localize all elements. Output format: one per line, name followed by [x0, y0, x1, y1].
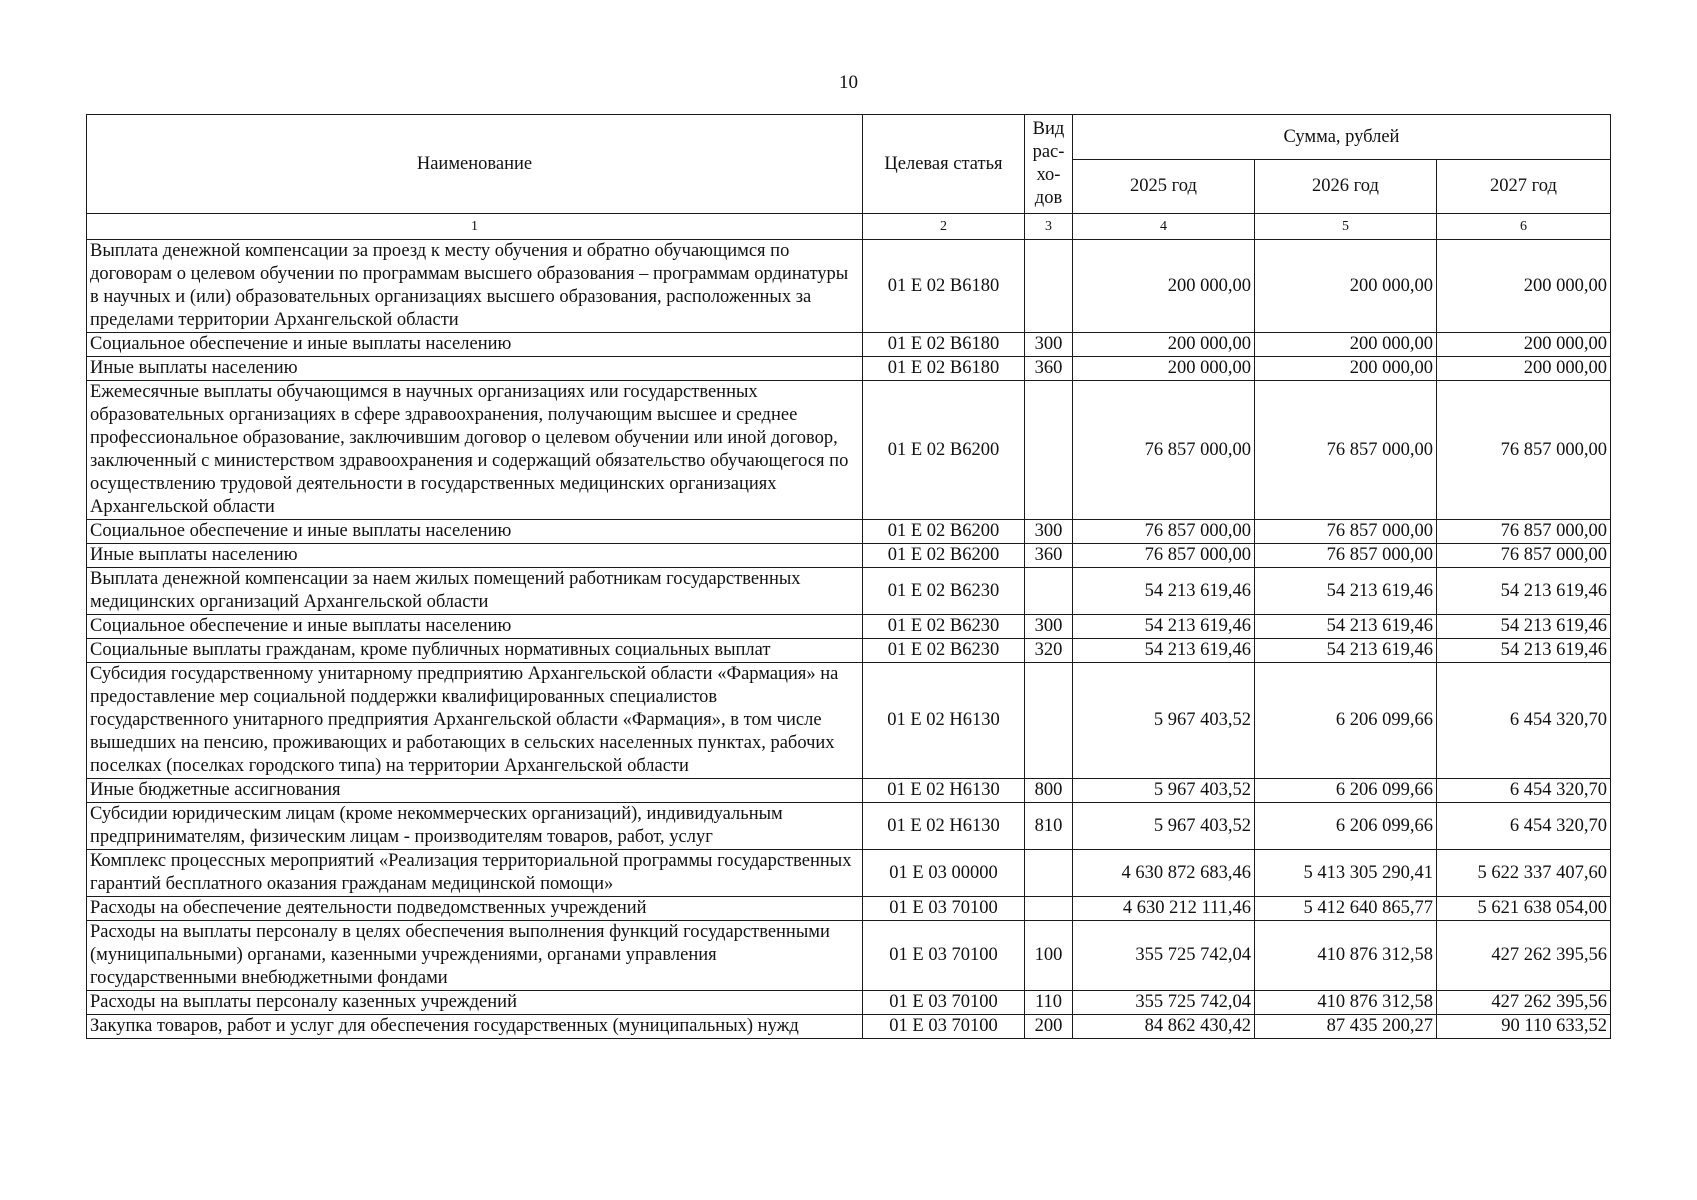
row-amount-2025: 54 213 619,46 [1073, 639, 1255, 663]
table-row [87, 991, 1611, 1015]
row-target-code: 01 Е 03 70100 [863, 991, 1025, 1015]
row-amount-2027: 5 621 638 054,00 [1437, 897, 1611, 921]
row-expense-kind: 810 [1025, 803, 1073, 850]
table-row [87, 803, 1611, 850]
header-sum: Сумма, рублей [1073, 115, 1611, 160]
table-body [87, 214, 1611, 1039]
row-amount-2025: 200 000,00 [1073, 240, 1255, 333]
column-number: 5 [1255, 214, 1437, 240]
row-amount-2027: 200 000,00 [1437, 357, 1611, 381]
table-row [87, 779, 1611, 803]
row-amount-2025: 4 630 212 111,46 [1073, 897, 1255, 921]
row-amount-2025: 5 967 403,52 [1073, 803, 1255, 850]
row-amount-2027: 427 262 395,56 [1437, 921, 1611, 991]
table-row [87, 520, 1611, 544]
row-name: Закупка товаров, работ и услуг для обеспечения государственных (муниципальных) нужд [87, 1015, 863, 1039]
row-name: Социальное обеспечение и иные выплаты населению [87, 333, 863, 357]
row-amount-2027: 90 110 633,52 [1437, 1015, 1611, 1039]
table-row [87, 240, 1611, 333]
row-expense-kind [1025, 850, 1073, 897]
row-name: Субсидии юридическим лицам (кроме некоммерческих организаций), индивидуальным предпринимателям, физическим лицам - производителям товаров, работ, услуг [87, 803, 863, 850]
row-amount-2027: 6 454 320,70 [1437, 779, 1611, 803]
table-row [87, 1015, 1611, 1039]
row-name: Расходы на обеспечение деятельности подведомственных учреждений [87, 897, 863, 921]
row-name: Расходы на выплаты персоналу в целях обеспечения выполнения функций государственными (муниципальными) органами, казенными учреждениями, органами управления государственными внебюджетными фондами [87, 921, 863, 991]
table-row [87, 357, 1611, 381]
row-amount-2025: 5 967 403,52 [1073, 663, 1255, 779]
table-row [87, 568, 1611, 615]
column-number: 1 [87, 214, 863, 240]
row-expense-kind: 300 [1025, 615, 1073, 639]
header-kind: Вид рас-хо-дов [1025, 115, 1073, 214]
table-header [87, 115, 1611, 214]
row-amount-2026: 54 213 619,46 [1255, 615, 1437, 639]
row-expense-kind [1025, 240, 1073, 333]
row-amount-2026: 76 857 000,00 [1255, 381, 1437, 520]
row-target-code: 01 Е 02 В6230 [863, 615, 1025, 639]
row-amount-2025: 355 725 742,04 [1073, 921, 1255, 991]
row-amount-2027: 427 262 395,56 [1437, 991, 1611, 1015]
row-target-code: 01 Е 02 Н6130 [863, 803, 1025, 850]
row-target-code: 01 Е 03 70100 [863, 921, 1025, 991]
row-amount-2025: 84 862 430,42 [1073, 1015, 1255, 1039]
row-target-code: 01 Е 03 00000 [863, 850, 1025, 897]
row-expense-kind: 300 [1025, 333, 1073, 357]
row-expense-kind [1025, 568, 1073, 615]
row-amount-2026: 410 876 312,58 [1255, 991, 1437, 1015]
row-amount-2026: 200 000,00 [1255, 333, 1437, 357]
row-name: Иные выплаты населению [87, 544, 863, 568]
row-name: Ежемесячные выплаты обучающимся в научных организациях или государственных образовательных организациях в сфере здравоохранения, получающим высшее и среднее профессиональное образование, заключившим договор о целевом обучении или иной договор, заключенный с министерством здравоохранения и содержащий обязательство обучающегося по осуществлению трудовой деятельности в государственных медицинских организациях Архангельской области [87, 381, 863, 520]
row-amount-2027: 54 213 619,46 [1437, 639, 1611, 663]
header-target: Целевая статья [863, 115, 1025, 214]
page-number: 10 [839, 72, 858, 93]
table-row [87, 333, 1611, 357]
row-amount-2025: 200 000,00 [1073, 357, 1255, 381]
row-amount-2026: 6 206 099,66 [1255, 663, 1437, 779]
row-target-code: 01 Е 03 70100 [863, 1015, 1025, 1039]
row-target-code: 01 Е 02 В6180 [863, 333, 1025, 357]
row-expense-kind: 320 [1025, 639, 1073, 663]
row-name: Выплата денежной компенсации за проезд к месту обучения и обратно обучающимся по договорам о целевом обучении по программам высшего образования – программам ординатуры в научных и (или) образовательных организациях высшего образования, расположенных за пределами территории Архангельской области [87, 240, 863, 333]
row-expense-kind: 110 [1025, 991, 1073, 1015]
column-number: 3 [1025, 214, 1073, 240]
row-expense-kind: 800 [1025, 779, 1073, 803]
column-number: 6 [1437, 214, 1611, 240]
row-name: Расходы на выплаты персоналу казенных учреждений [87, 991, 863, 1015]
row-name: Социальное обеспечение и иные выплаты населению [87, 520, 863, 544]
table-row [87, 381, 1611, 520]
row-target-code: 01 Е 03 70100 [863, 897, 1025, 921]
table-row [87, 897, 1611, 921]
row-amount-2027: 6 454 320,70 [1437, 663, 1611, 779]
row-amount-2026: 54 213 619,46 [1255, 568, 1437, 615]
row-amount-2025: 76 857 000,00 [1073, 544, 1255, 568]
row-name: Социальные выплаты гражданам, кроме публичных нормативных социальных выплат [87, 639, 863, 663]
table-row [87, 544, 1611, 568]
row-amount-2025: 54 213 619,46 [1073, 615, 1255, 639]
row-amount-2027: 54 213 619,46 [1437, 615, 1611, 639]
row-amount-2026: 87 435 200,27 [1255, 1015, 1437, 1039]
header-year-2025: 2025 год [1073, 160, 1255, 214]
row-expense-kind: 300 [1025, 520, 1073, 544]
column-number: 4 [1073, 214, 1255, 240]
row-amount-2025: 54 213 619,46 [1073, 568, 1255, 615]
row-amount-2026: 410 876 312,58 [1255, 921, 1437, 991]
row-name: Субсидия государственному унитарному предприятию Архангельской области «Фармация» на предоставление мер социальной поддержки квалифицированных специалистов государственного унитарного предприятия Архангельской области «Фармация», в том числе вышедших на пенсию, проживающих и работающих в сельских населенных пунктах, рабочих поселках (поселках городского типа) на территории Архангельской области [87, 663, 863, 779]
row-expense-kind [1025, 381, 1073, 520]
row-expense-kind: 200 [1025, 1015, 1073, 1039]
row-amount-2025: 76 857 000,00 [1073, 381, 1255, 520]
row-amount-2027: 76 857 000,00 [1437, 544, 1611, 568]
row-amount-2027: 200 000,00 [1437, 333, 1611, 357]
header-name: Наименование [87, 115, 863, 214]
row-target-code: 01 Е 02 В6230 [863, 639, 1025, 663]
row-amount-2026: 54 213 619,46 [1255, 639, 1437, 663]
table-row [87, 921, 1611, 991]
row-amount-2026: 200 000,00 [1255, 357, 1437, 381]
row-target-code: 01 Е 02 В6200 [863, 520, 1025, 544]
row-amount-2025: 76 857 000,00 [1073, 520, 1255, 544]
row-amount-2026: 6 206 099,66 [1255, 803, 1437, 850]
row-amount-2025: 5 967 403,52 [1073, 779, 1255, 803]
table-row [87, 663, 1611, 779]
budget-table [86, 114, 1611, 1039]
row-name: Иные бюджетные ассигнования [87, 779, 863, 803]
row-amount-2026: 200 000,00 [1255, 240, 1437, 333]
row-target-code: 01 Е 02 Н6130 [863, 663, 1025, 779]
row-expense-kind [1025, 663, 1073, 779]
row-amount-2025: 4 630 872 683,46 [1073, 850, 1255, 897]
header-year-2026: 2026 год [1255, 160, 1437, 214]
row-amount-2026: 5 413 305 290,41 [1255, 850, 1437, 897]
row-amount-2027: 76 857 000,00 [1437, 381, 1611, 520]
header-year-2027: 2027 год [1437, 160, 1611, 214]
row-amount-2027: 54 213 619,46 [1437, 568, 1611, 615]
table-row [87, 850, 1611, 897]
row-amount-2027: 5 622 337 407,60 [1437, 850, 1611, 897]
row-name: Комплекс процессных мероприятий «Реализация территориальной программы государственных гарантий бесплатного оказания гражданам медицинской помощи» [87, 850, 863, 897]
row-target-code: 01 Е 02 В6200 [863, 544, 1025, 568]
row-target-code: 01 Е 02 Н6130 [863, 779, 1025, 803]
row-expense-kind: 100 [1025, 921, 1073, 991]
column-number: 2 [863, 214, 1025, 240]
row-target-code: 01 Е 02 В6180 [863, 240, 1025, 333]
row-amount-2026: 76 857 000,00 [1255, 544, 1437, 568]
row-amount-2025: 200 000,00 [1073, 333, 1255, 357]
row-target-code: 01 Е 02 В6200 [863, 381, 1025, 520]
row-amount-2027: 6 454 320,70 [1437, 803, 1611, 850]
row-name: Выплата денежной компенсации за наем жилых помещений работникам государственных медицинских организаций Архангельской области [87, 568, 863, 615]
column-numbers-row [87, 214, 1611, 240]
row-expense-kind: 360 [1025, 357, 1073, 381]
row-target-code: 01 Е 02 В6180 [863, 357, 1025, 381]
row-amount-2026: 6 206 099,66 [1255, 779, 1437, 803]
row-amount-2026: 76 857 000,00 [1255, 520, 1437, 544]
row-amount-2026: 5 412 640 865,77 [1255, 897, 1437, 921]
row-amount-2025: 355 725 742,04 [1073, 991, 1255, 1015]
row-target-code: 01 Е 02 В6230 [863, 568, 1025, 615]
table-row [87, 639, 1611, 663]
row-amount-2027: 200 000,00 [1437, 240, 1611, 333]
table-row [87, 615, 1611, 639]
row-expense-kind: 360 [1025, 544, 1073, 568]
row-expense-kind [1025, 897, 1073, 921]
row-amount-2027: 76 857 000,00 [1437, 520, 1611, 544]
row-name: Социальное обеспечение и иные выплаты населению [87, 615, 863, 639]
row-name: Иные выплаты населению [87, 357, 863, 381]
